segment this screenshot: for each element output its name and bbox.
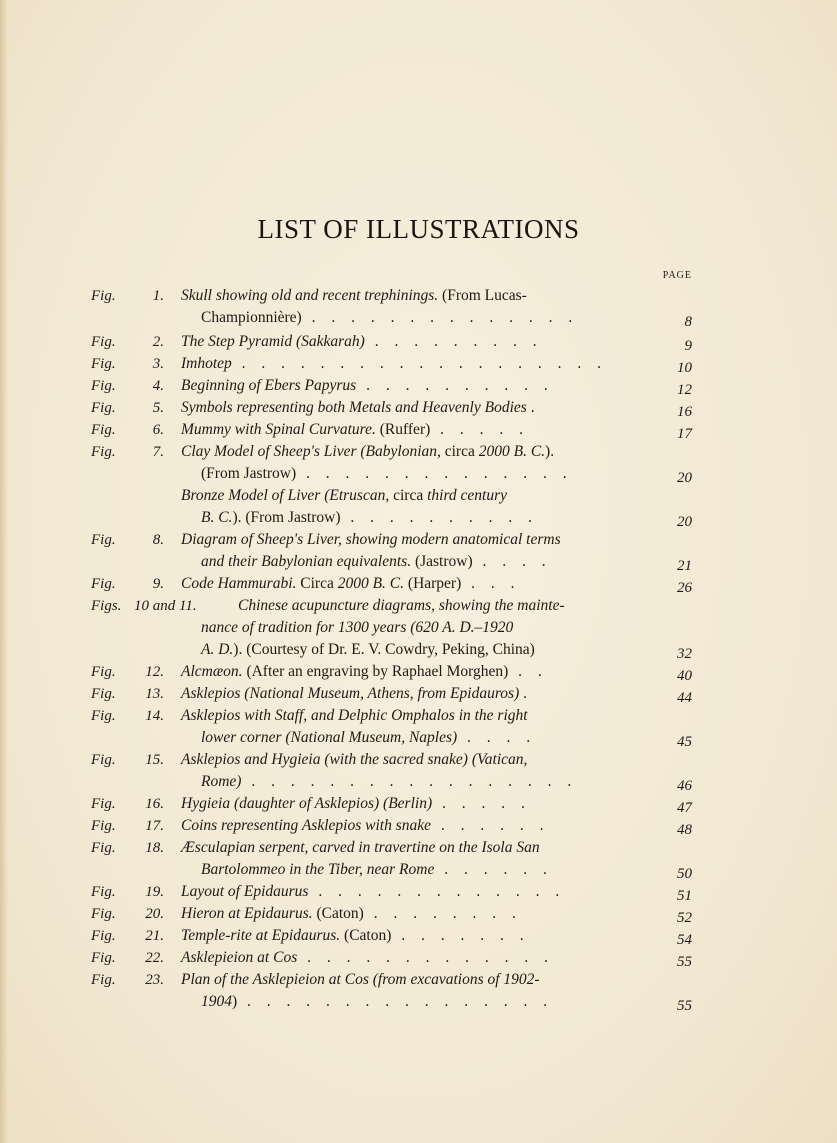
fig-label: Fig.: [91, 422, 116, 438]
fig-number: 5.: [152, 400, 164, 416]
caption-line: A. D.). (Courtesy of Dr. E. V. Cowdry, Peking, China): [201, 641, 535, 658]
page-number: 44: [677, 690, 692, 706]
fig-label: Fig.: [91, 576, 116, 592]
fig-label: Fig.: [91, 356, 116, 372]
fig-number: 9.: [152, 576, 164, 592]
caption-line: Alcmæon. (After an engraving by Raphael Morghen) . .: [181, 663, 548, 680]
fig-label: Fig.: [91, 708, 116, 724]
page-number: 45: [677, 734, 692, 750]
page-number: 20: [677, 470, 692, 486]
page-number: 52: [677, 910, 692, 926]
caption-line: Bartolommeo in the Tiber, near Rome . . . . . .: [201, 861, 553, 878]
fig-label: Fig.: [91, 796, 116, 812]
caption-line: Symbols representing both Metals and Heavenly Bodies .: [181, 399, 535, 416]
fig-label: Figs.: [91, 598, 122, 614]
fig-label: Fig.: [91, 444, 116, 460]
caption-line: B. C.). (From Jastrow) . . . . . . . . . .: [201, 509, 538, 526]
page-number: 55: [677, 954, 692, 970]
fig-label: Fig.: [91, 686, 116, 702]
fig-number: 1.: [152, 288, 164, 304]
caption-line: 1904) . . . . . . . . . . . . . . . .: [201, 993, 554, 1010]
page-number: 40: [677, 668, 692, 684]
page-number: 16: [677, 404, 692, 420]
fig-number: 2.: [152, 334, 164, 350]
caption-line: Plan of the Asklepieion at Cos (from excavations of 1902-: [181, 971, 540, 988]
fig-number: 18.: [145, 840, 164, 856]
page-number: 10: [677, 360, 692, 376]
caption-line: Beginning of Ebers Papyrus . . . . . . . . . .: [181, 377, 554, 394]
caption-line: Code Hammurabi. Circa 2000 B. C. (Harper) . . .: [181, 575, 521, 592]
page-number: 32: [677, 646, 692, 662]
fig-number: 6.: [152, 422, 164, 438]
fig-label: Fig.: [91, 288, 116, 304]
fig-label: Fig.: [91, 532, 116, 548]
caption-line: Layout of Epidaurus . . . . . . . . . . . . .: [181, 883, 566, 900]
caption-line: lower corner (National Museum, Naples) . . . .: [201, 729, 537, 746]
fig-number: 22.: [145, 950, 164, 966]
fig-number: 15.: [145, 752, 164, 768]
fig-number: 4.: [152, 378, 164, 394]
caption-line: Asklepios and Hygieia (with the sacred snake) (Vatican,: [181, 751, 528, 768]
fig-number: 20.: [145, 906, 164, 922]
caption-line: Championnière) . . . . . . . . . . . . . .: [201, 309, 579, 326]
page-number: 9: [684, 338, 692, 354]
caption-line: Coins representing Asklepios with snake . . . . . .: [181, 817, 550, 834]
caption-line: Chinese acupuncture diagrams, showing the mainte-: [238, 597, 565, 614]
page-number: 55: [677, 998, 692, 1014]
caption-line: Imhotep . . . . . . . . . . . . . . . . . . .: [181, 355, 608, 372]
fig-number: 16.: [145, 796, 164, 812]
fig-number: 10 and 11.: [134, 598, 197, 614]
fig-number: 23.: [145, 972, 164, 988]
fig-number: 7.: [152, 444, 164, 460]
caption-line: Asklepieion at Cos . . . . . . . . . . . . .: [181, 949, 554, 966]
fig-number: 21.: [145, 928, 164, 944]
fig-label: Fig.: [91, 928, 116, 944]
fig-label: Fig.: [91, 664, 116, 680]
caption-line: Skull showing old and recent trephinings. (From Lucas-: [181, 287, 527, 304]
page-number: 17: [677, 426, 692, 442]
fig-label: Fig.: [91, 884, 116, 900]
caption-line: Asklepios with Staff, and Delphic Omphalos in the right: [181, 707, 528, 724]
page-number: 50: [677, 866, 692, 882]
fig-number: 13.: [145, 686, 164, 702]
caption-line: nance of tradition for 1300 years (620 A. D.–1920: [201, 619, 514, 636]
fig-number: 14.: [145, 708, 164, 724]
caption-line: and their Babylonian equivalents. (Jastrow) . . . .: [201, 553, 552, 570]
fig-label: Fig.: [91, 906, 116, 922]
caption-line: Temple-rite at Epidaurus. (Caton) . . . . . . .: [181, 927, 530, 944]
caption-line: Æsculapian serpent, carved in travertine on the Isola San: [181, 839, 540, 856]
caption-line: Clay Model of Sheep's Liver (Babylonian, circa 2000 B. C.).: [181, 443, 555, 460]
fig-label: Fig.: [91, 972, 116, 988]
page-number: 51: [677, 888, 692, 904]
caption-line: Hieron at Epidaurus. (Caton) . . . . . . . .: [181, 905, 522, 922]
fig-label: Fig.: [91, 378, 116, 394]
fig-label: Fig.: [91, 334, 116, 350]
caption-line: Diagram of Sheep's Liver, showing modern anatomical terms: [181, 531, 561, 548]
fig-number: 19.: [145, 884, 164, 900]
fig-label: Fig.: [91, 840, 116, 856]
caption-line: Mummy with Spinal Curvature. (Ruffer) . . . . .: [181, 421, 530, 438]
caption-line: Asklepios (National Museum, Athens, from Epidauros) .: [181, 685, 528, 702]
caption-line: Bronze Model of Liver (Etruscan, circa third century: [181, 487, 507, 504]
caption-line: (From Jastrow) . . . . . . . . . . . . . .: [201, 465, 573, 482]
fig-label: Fig.: [91, 950, 116, 966]
fig-label: Fig.: [91, 752, 116, 768]
page-title: LIST OF ILLUSTRATIONS: [257, 214, 580, 244]
page-column-label: PAGE: [662, 270, 692, 281]
page-edge: [0, 0, 8, 1143]
page-number: 8: [684, 314, 692, 330]
page-number: 21: [677, 558, 692, 574]
caption-line: The Step Pyramid (Sakkarah) . . . . . . . . .: [181, 333, 543, 350]
page-number: 20: [677, 514, 692, 530]
fig-number: 8.: [152, 532, 164, 548]
caption-line: Hygieia (daughter of Asklepios) (Berlin) . . . . .: [181, 795, 531, 812]
caption-line: Rome) . . . . . . . . . . . . . . . . .: [201, 773, 578, 790]
page-number: 46: [677, 778, 692, 794]
fig-number: 12.: [145, 664, 164, 680]
fig-label: Fig.: [91, 818, 116, 834]
page-number: 47: [677, 800, 692, 816]
fig-label: Fig.: [91, 400, 116, 416]
page-number: 12: [677, 382, 692, 398]
page-number: 48: [677, 822, 692, 838]
fig-number: 3.: [152, 356, 164, 372]
fig-number: 17.: [145, 818, 164, 834]
page-number: 54: [677, 932, 692, 948]
page-number: 26: [677, 580, 692, 596]
